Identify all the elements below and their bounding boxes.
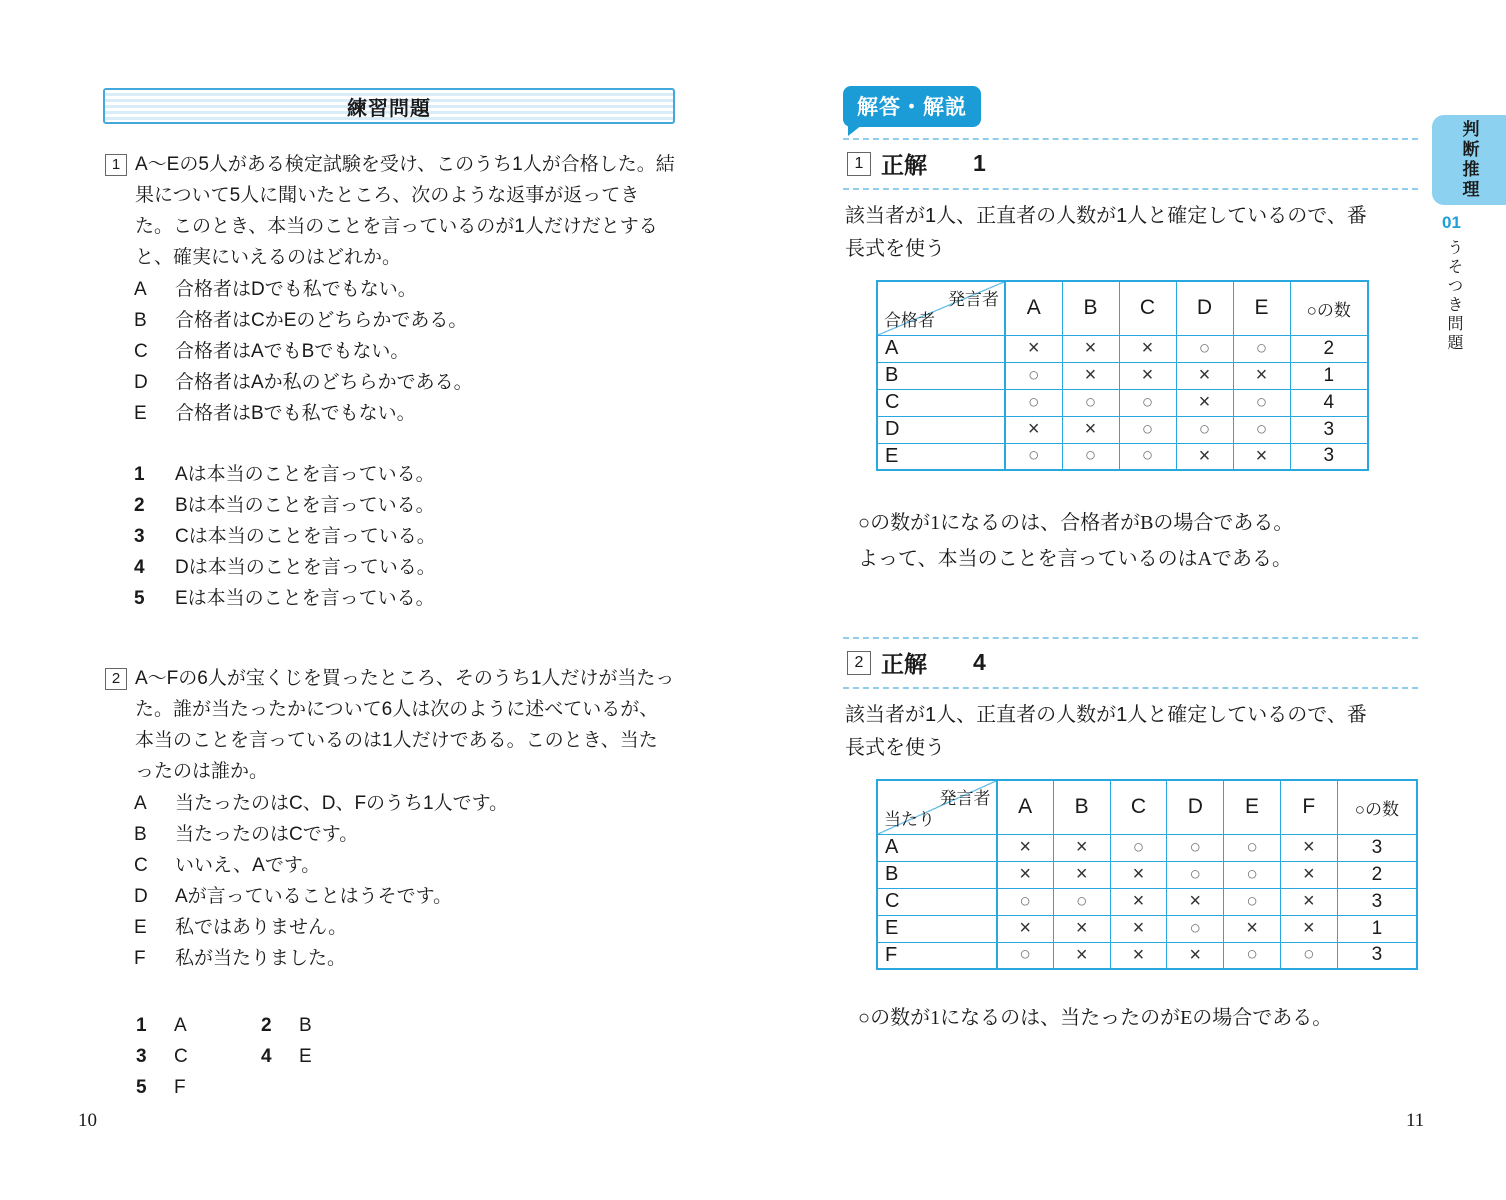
statement-text: いいえ、Aです。 [175,855,321,876]
cross-mark: × [1110,888,1167,915]
row-subject-label: F [877,942,997,969]
circle-count-value: 1 [1290,362,1368,389]
table-corner-cell [877,281,1005,335]
statement-text: 当たったのはC、D、Fのうち1人です。 [175,793,509,814]
circle-count-value: 3 [1337,834,1417,861]
problem-1-question-text: A〜Eの5人がある検定試験を受け、このうち1人が合格した。結果について5人に聞いたところ、次のような返事が返ってきた。このとき、本当のことを言っているのが1人だけだとすると、確実にいえるのはどれか。 [135,154,675,268]
table-corner-cell [877,780,997,834]
table-column-header: D [1167,780,1224,834]
chapter-number: 01 [1442,213,1461,232]
choice-item [261,1010,386,1041]
choice-item [136,1041,261,1072]
circle-mark: ○ [1110,834,1167,861]
choice-number: 2 [134,495,145,516]
cross-mark: × [1167,942,1224,969]
statement-text: 合格者はCかEのどちらかである。 [175,310,468,331]
conclusion-line: よって、本当のことを言っているのはAである。 [858,548,1293,570]
choice-text: Aは本当のことを言っている。 [175,464,435,485]
table-row [877,416,1368,443]
answer-1-truth-table [876,280,1369,471]
circle-mark: ○ [1167,834,1224,861]
statement-text: Aが言っていることはうそです。 [175,886,453,907]
statement-row [134,274,675,305]
circle-count-value: 3 [1337,888,1417,915]
explanation-line: 該当者が1人、正直者の人数が1人と確定しているので、番 [845,704,1367,726]
answer-section-1 [843,138,1418,577]
choice-row [134,490,675,521]
correct-answer-label: 正解 [881,152,927,178]
choice-row [134,521,675,552]
cross-mark: × [997,915,1054,942]
row-subject-label: D [877,416,1005,443]
cross-mark: × [1110,915,1167,942]
cross-mark: × [1119,362,1176,389]
practice-problems-title: 練習問題 [347,97,431,120]
cross-mark: × [1005,416,1062,443]
corner-speaker-label: 発言者 [948,290,999,309]
circle-mark: ○ [1062,443,1119,470]
statement-speaker-label: B [134,310,147,331]
chapter-sidebar [1432,115,1506,353]
cross-mark: × [1233,443,1290,470]
choice-text: Dは本当のことを言っている。 [175,557,436,578]
statement-text: 合格者はAか私のどちらかである。 [175,372,473,393]
cross-mark: × [1233,362,1290,389]
circle-mark: ○ [1280,942,1337,969]
cross-mark: × [1176,362,1233,389]
explanation-line: 該当者が1人、正直者の人数が1人と確定しているので、番 [845,205,1367,227]
statement-row [134,819,675,850]
answer-2-value: 4 [973,649,986,675]
circle-count-value: 3 [1290,443,1368,470]
circle-mark: ○ [1233,335,1290,362]
answer-1-conclusion [858,505,1418,577]
statement-row [134,398,675,429]
table-row [877,861,1417,888]
cross-mark: × [1119,335,1176,362]
choice-number: 3 [134,526,145,547]
cross-mark: × [1280,861,1337,888]
circle-count-value: 1 [1337,915,1417,942]
practice-problems-header [103,88,675,124]
circle-mark: ○ [997,888,1054,915]
table-column-header: E [1224,780,1281,834]
chapter-topic-label: うそつき問題 [1445,239,1462,353]
statement-speaker-label: D [134,372,148,393]
table-row [877,834,1417,861]
statement-text: 私が当たりました。 [175,948,347,969]
statement-row [134,881,675,912]
circle-mark: ○ [997,942,1054,969]
cross-mark: × [1110,942,1167,969]
choice-number: 5 [134,588,145,609]
choice-item [136,1010,261,1041]
row-subject-label: C [877,389,1005,416]
circle-count-header: ○の数 [1290,281,1368,335]
answer-1-heading [843,138,1418,190]
corner-speaker-label: 発言者 [939,789,991,808]
circle-mark: ○ [1167,915,1224,942]
row-subject-label: E [877,443,1005,470]
table-column-header: F [1280,780,1337,834]
choice-item [136,1072,261,1103]
statement-text: 私ではありません。 [175,917,348,938]
choice-number: 4 [134,557,145,578]
cross-mark: × [1062,416,1119,443]
correct-answer-label: 正解 [881,651,927,677]
circle-mark: ○ [1119,416,1176,443]
choice-number: 2 [261,1015,272,1036]
row-subject-label: B [877,362,1005,389]
row-subject-label: B [877,861,997,888]
choice-text: E [299,1046,312,1067]
problem-2-question-row [103,663,675,787]
choice-number: 1 [134,464,145,485]
problem-2-choices [136,1010,396,1103]
statement-row [134,336,675,367]
statement-speaker-label: B [134,824,147,845]
table-row [877,942,1417,969]
answer-1-value: 1 [973,150,986,176]
problem-2-statements [134,788,675,974]
answer-2-conclusion [858,1000,1418,1036]
conclusion-line: ○の数が1になるのは、当たったのがEの場合である。 [858,1007,1333,1029]
statement-speaker-label: C [134,855,148,876]
circle-mark: ○ [1053,888,1110,915]
cross-mark: × [997,861,1054,888]
statement-row [134,912,675,943]
statement-text: 合格者はBでも私でもない。 [175,403,416,424]
corner-subject-label: 合格者 [884,310,935,330]
statement-speaker-label: E [134,917,147,938]
circle-mark: ○ [1062,389,1119,416]
circle-mark: ○ [1119,389,1176,416]
circle-count-value: 3 [1290,416,1368,443]
choice-number: 4 [261,1046,272,1067]
choice-text: Eは本当のことを言っている。 [175,588,435,609]
circle-mark: ○ [1176,335,1233,362]
circle-count-header: ○の数 [1337,780,1417,834]
table-row [877,362,1368,389]
answer-2-truth-table [876,779,1418,970]
statement-speaker-label: F [134,948,146,969]
choice-row [134,583,675,614]
statement-row [134,943,675,974]
cross-mark: × [1280,888,1337,915]
table-column-header: E [1233,281,1290,335]
problem-2-question-text: A〜Fの6人が宝くじを買ったところ、そのうち1人だけが当たった。誰が当たったかについて6人は次のように述べているが、本当のことを言っているのは1人だけである。このとき、当たったのは誰か。 [135,668,675,782]
cross-mark: × [1005,335,1062,362]
table-column-header: B [1062,281,1119,335]
table-row [877,915,1417,942]
circle-mark: ○ [1005,389,1062,416]
circle-count-value: 2 [1290,335,1368,362]
choice-text: C [174,1046,188,1067]
statement-row [134,367,675,398]
statement-speaker-label: C [134,341,148,362]
statement-text: 合格者はAでもBでもない。 [175,341,410,362]
table-row [877,888,1417,915]
left-page [103,88,675,1103]
statement-speaker-label: E [134,403,147,424]
statement-row [134,850,675,881]
page-number-right: 11 [1406,1110,1425,1131]
chapter-tab [1432,115,1506,205]
choice-text: F [174,1077,186,1098]
problem-1-question-row [103,149,675,273]
circle-mark: ○ [1176,416,1233,443]
table-row [877,389,1368,416]
choice-number: 5 [136,1077,147,1098]
statement-text: 当たったのはCです。 [175,824,359,845]
cross-mark: × [1053,942,1110,969]
row-subject-label: A [877,834,997,861]
right-page [843,86,1418,1036]
cross-mark: × [1053,834,1110,861]
choice-row [134,552,675,583]
circle-mark: ○ [1005,443,1062,470]
row-subject-label: A [877,335,1005,362]
cross-mark: × [1176,443,1233,470]
cross-mark: × [1053,861,1110,888]
choice-text: Bは本当のことを言っている。 [175,495,435,516]
circle-count-value: 3 [1337,942,1417,969]
cross-mark: × [997,834,1054,861]
circle-count-value: 4 [1290,389,1368,416]
answer-section-2 [843,637,1418,1036]
choice-number: 1 [136,1015,147,1036]
explanation-line: 長式を使う [845,238,945,260]
circle-mark: ○ [1119,443,1176,470]
cross-mark: × [1053,915,1110,942]
answers-explanations-badge: 解答・解説 [843,86,981,127]
cross-mark: × [1176,389,1233,416]
cross-mark: × [1280,915,1337,942]
choice-item [261,1041,386,1072]
problem-1-number-box: 1 [105,154,127,176]
circle-mark: ○ [1167,861,1224,888]
problem-1-choices [134,459,675,614]
choice-row [134,459,675,490]
circle-count-value: 2 [1337,861,1417,888]
conclusion-line: ○の数が1になるのは、合格者がBの場合である。 [858,512,1294,534]
cross-mark: × [1167,888,1224,915]
circle-mark: ○ [1233,389,1290,416]
row-subject-label: C [877,888,997,915]
explanation-line: 長式を使う [845,737,945,759]
table-column-header: C [1119,281,1176,335]
choice-text: A [174,1015,187,1036]
circle-mark: ○ [1224,861,1281,888]
table-column-header: A [1005,281,1062,335]
chapter-category-label: 判断推理 [1459,120,1479,200]
circle-mark: ○ [1224,942,1281,969]
statement-speaker-label: A [134,279,147,300]
answer-1-number-box: 1 [847,152,871,176]
problem-2 [103,663,675,1103]
answer-2-number-box: 2 [847,651,871,675]
table-column-header: C [1110,780,1167,834]
answer-2-explanation [845,699,1418,765]
statement-row [134,788,675,819]
table-row [877,335,1368,362]
problem-2-number-box: 2 [105,668,127,690]
table-column-header: B [1053,780,1110,834]
circle-mark: ○ [1005,362,1062,389]
cross-mark: × [1280,834,1337,861]
table-row [877,443,1368,470]
row-subject-label: E [877,915,997,942]
statement-text: 合格者はDでも私でもない。 [175,279,417,300]
cross-mark: × [1062,362,1119,389]
choice-text: B [299,1015,312,1036]
statement-row [134,305,675,336]
corner-subject-label: 当たり [884,809,935,829]
problem-1 [103,149,675,614]
table-column-header: A [997,780,1054,834]
cross-mark: × [1062,335,1119,362]
table-column-header: D [1176,281,1233,335]
circle-mark: ○ [1224,888,1281,915]
problem-1-statements [134,274,675,429]
choice-text: Cは本当のことを言っている。 [175,526,436,547]
choice-number: 3 [136,1046,147,1067]
answer-1-explanation [845,200,1418,266]
circle-mark: ○ [1224,834,1281,861]
statement-speaker-label: D [134,886,148,907]
page-number-left: 10 [78,1110,97,1131]
circle-mark: ○ [1233,416,1290,443]
statement-speaker-label: A [134,793,147,814]
answer-2-heading [843,637,1418,689]
cross-mark: × [1110,861,1167,888]
cross-mark: × [1224,915,1281,942]
